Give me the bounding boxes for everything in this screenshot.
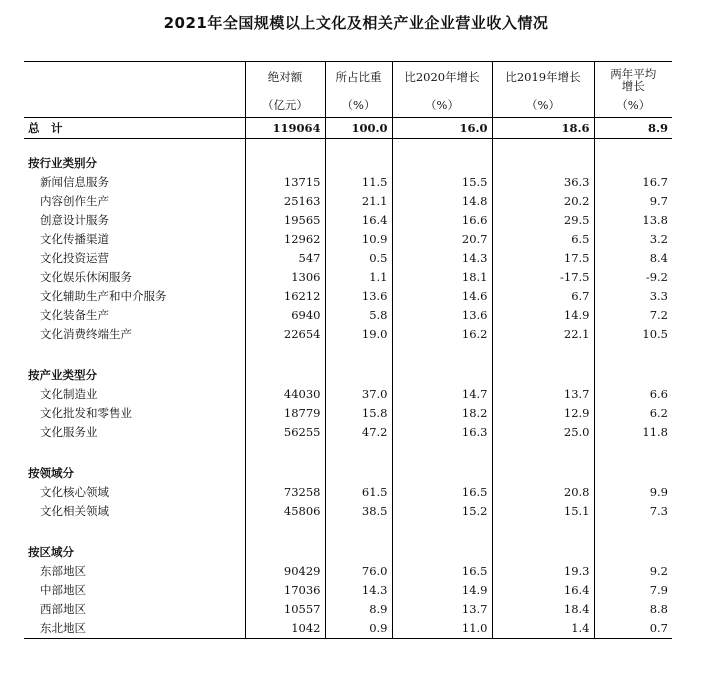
spacer-cell: [392, 442, 492, 464]
header-growth-2019-unit: （%）: [492, 93, 594, 118]
cell-growth-2020: 16.3: [392, 423, 492, 442]
row-label: 文化核心领域: [40, 485, 109, 499]
section-empty-cell: [492, 366, 594, 385]
table-header: [24, 62, 672, 118]
revenue-table: [24, 61, 672, 639]
cell-two-year-avg: 16.7: [594, 173, 672, 192]
cell-growth-2020: 13.7: [392, 600, 492, 619]
row-label: 文化娱乐休闲服务: [40, 270, 132, 284]
row-label: 新闻信息服务: [40, 175, 109, 189]
cell-growth-2020: 15.2: [392, 502, 492, 521]
cell-two-year-avg: 3.3: [594, 287, 672, 306]
cell-amount: 10557: [245, 600, 325, 619]
cell-share: 19.0: [325, 325, 392, 344]
cell-share: 13.6: [325, 287, 392, 306]
row-label: 文化装备生产: [40, 308, 109, 322]
row-label: 东部地区: [40, 564, 86, 578]
row-label: 文化制造业: [40, 387, 98, 401]
spacer-cell: [594, 442, 672, 464]
cell-growth-2020: 14.7: [392, 385, 492, 404]
spacer-cell: [492, 521, 594, 543]
header-two-year-avg: [594, 62, 672, 93]
cell-two-year-avg: 9.9: [594, 483, 672, 502]
header-two-year-avg-unit: （%）: [594, 93, 672, 118]
cell-growth-2020: 14.9: [392, 581, 492, 600]
spacer-cell: [24, 139, 245, 155]
section-header-row: [24, 543, 672, 562]
cell-amount: 547: [245, 249, 325, 268]
section-empty-cell: [245, 366, 325, 385]
cell-two-year-avg: 9.2: [594, 562, 672, 581]
header-growth-2019: 比2019年增长: [492, 62, 594, 93]
table-row: [24, 306, 672, 325]
cell-amount: 90429: [245, 562, 325, 581]
cell-growth-2019: 6.5: [492, 230, 594, 249]
cell-two-year-avg: 13.8: [594, 211, 672, 230]
total-amount: 119064: [245, 118, 325, 139]
cell-two-year-avg: 7.9: [594, 581, 672, 600]
spacer-cell: [325, 521, 392, 543]
cell-amount: 13715: [245, 173, 325, 192]
spacer-row: [24, 521, 672, 543]
cell-growth-2019: 29.5: [492, 211, 594, 230]
table-row: [24, 600, 672, 619]
page-title: 2021年全国规模以上文化及相关产业企业营业收入情况: [163, 14, 549, 32]
spacer-cell: [492, 344, 594, 366]
spacer-cell: [245, 139, 325, 155]
section-title: 按行业类别分: [28, 156, 97, 170]
section-title: 按产业类型分: [28, 368, 97, 382]
header-amount: 绝对额: [245, 62, 325, 93]
cell-share: 47.2: [325, 423, 392, 442]
section-empty-cell: [392, 154, 492, 173]
cell-growth-2020: 13.6: [392, 306, 492, 325]
cell-amount: 45806: [245, 502, 325, 521]
cell-amount: 16212: [245, 287, 325, 306]
cell-growth-2020: 14.6: [392, 287, 492, 306]
spacer-cell: [325, 139, 392, 155]
table-body: [24, 118, 672, 639]
section-empty-cell: [492, 154, 594, 173]
cell-growth-2019: 13.7: [492, 385, 594, 404]
section-empty-cell: [492, 543, 594, 562]
cell-two-year-avg: 10.5: [594, 325, 672, 344]
cell-two-year-avg: 0.7: [594, 619, 672, 639]
cell-share: 8.9: [325, 600, 392, 619]
cell-growth-2019: 12.9: [492, 404, 594, 423]
spacer-cell: [492, 139, 594, 155]
cell-growth-2019: 22.1: [492, 325, 594, 344]
row-label: 文化相关领域: [40, 504, 109, 518]
cell-growth-2020: 20.7: [392, 230, 492, 249]
spacer-cell: [392, 139, 492, 155]
header-two-year-avg-line2: 增长: [621, 78, 645, 93]
cell-growth-2019: 18.4: [492, 600, 594, 619]
cell-growth-2020: 14.3: [392, 249, 492, 268]
row-label: 创意设计服务: [40, 213, 109, 227]
total-growth-2019: 18.6: [492, 118, 594, 139]
header-amount-unit: （亿元）: [245, 93, 325, 118]
spacer-cell: [492, 442, 594, 464]
row-label: 中部地区: [40, 583, 86, 597]
section-empty-cell: [392, 366, 492, 385]
cell-growth-2019: 6.7: [492, 287, 594, 306]
cell-two-year-avg: 8.8: [594, 600, 672, 619]
cell-amount: 18779: [245, 404, 325, 423]
row-label: 文化消费终端生产: [40, 327, 132, 341]
cell-share: 76.0: [325, 562, 392, 581]
cell-share: 61.5: [325, 483, 392, 502]
spacer-cell: [245, 344, 325, 366]
row-label: 西部地区: [40, 602, 86, 616]
cell-growth-2020: 18.2: [392, 404, 492, 423]
spacer-cell: [594, 344, 672, 366]
section-empty-cell: [325, 464, 392, 483]
cell-share: 14.3: [325, 581, 392, 600]
table-row: [24, 325, 672, 344]
cell-share: 38.5: [325, 502, 392, 521]
header-blank: [24, 62, 245, 93]
table-row: [24, 502, 672, 521]
section-empty-cell: [325, 154, 392, 173]
section-header-row: [24, 366, 672, 385]
cell-growth-2019: 20.8: [492, 483, 594, 502]
section-empty-cell: [245, 543, 325, 562]
table-row: [24, 581, 672, 600]
table-row: [24, 562, 672, 581]
spacer-cell: [245, 442, 325, 464]
cell-amount: 1042: [245, 619, 325, 639]
cell-share: 15.8: [325, 404, 392, 423]
cell-share: 11.5: [325, 173, 392, 192]
cell-two-year-avg: 3.2: [594, 230, 672, 249]
cell-two-year-avg: 8.4: [594, 249, 672, 268]
section-empty-cell: [245, 154, 325, 173]
cell-growth-2019: -17.5: [492, 268, 594, 287]
table-row: [24, 619, 672, 639]
section-empty-cell: [594, 366, 672, 385]
cell-share: 10.9: [325, 230, 392, 249]
cell-share: 16.4: [325, 211, 392, 230]
table-row: [24, 483, 672, 502]
cell-growth-2020: 18.1: [392, 268, 492, 287]
spacer-cell: [594, 139, 672, 155]
spacer-cell: [24, 442, 245, 464]
cell-growth-2020: 14.8: [392, 192, 492, 211]
cell-growth-2019: 20.2: [492, 192, 594, 211]
cell-amount: 19565: [245, 211, 325, 230]
cell-two-year-avg: 7.3: [594, 502, 672, 521]
cell-growth-2019: 1.4: [492, 619, 594, 639]
cell-growth-2020: 16.5: [392, 562, 492, 581]
cell-two-year-avg: 6.2: [594, 404, 672, 423]
table-row: [24, 423, 672, 442]
section-header-row: [24, 464, 672, 483]
cell-growth-2019: 15.1: [492, 502, 594, 521]
spacer-cell: [24, 344, 245, 366]
row-label: 文化批发和零售业: [40, 406, 132, 420]
table-row: [24, 404, 672, 423]
cell-share: 1.1: [325, 268, 392, 287]
total-two-year-avg: 8.9: [594, 118, 672, 139]
cell-growth-2019: 19.3: [492, 562, 594, 581]
cell-amount: 44030: [245, 385, 325, 404]
spacer-cell: [245, 521, 325, 543]
total-label: 总 计: [24, 118, 245, 139]
cell-two-year-avg: -9.2: [594, 268, 672, 287]
section-title: 按领域分: [28, 466, 74, 480]
table-row: [24, 173, 672, 192]
section-empty-cell: [325, 543, 392, 562]
cell-growth-2020: 11.0: [392, 619, 492, 639]
cell-share: 21.1: [325, 192, 392, 211]
total-row: [24, 118, 672, 139]
cell-amount: 1306: [245, 268, 325, 287]
header-share: 所占比重: [325, 62, 392, 93]
table-row: [24, 385, 672, 404]
cell-growth-2019: 16.4: [492, 581, 594, 600]
section-empty-cell: [245, 464, 325, 483]
section-header-row: [24, 154, 672, 173]
cell-two-year-avg: 6.6: [594, 385, 672, 404]
section-empty-cell: [594, 543, 672, 562]
header-share-unit: （%）: [325, 93, 392, 118]
spacer-row: [24, 442, 672, 464]
table-row: [24, 211, 672, 230]
cell-amount: 56255: [245, 423, 325, 442]
section-empty-cell: [492, 464, 594, 483]
row-label: 文化传播渠道: [40, 232, 109, 246]
cell-growth-2019: 14.9: [492, 306, 594, 325]
header-two-year-avg-line1: 两年平均: [610, 66, 657, 81]
cell-growth-2019: 17.5: [492, 249, 594, 268]
section-empty-cell: [392, 464, 492, 483]
table-row: [24, 230, 672, 249]
table-row: [24, 268, 672, 287]
section-title: 按区域分: [28, 545, 74, 559]
table-row: [24, 192, 672, 211]
cell-share: 37.0: [325, 385, 392, 404]
cell-two-year-avg: 9.7: [594, 192, 672, 211]
cell-share: 5.8: [325, 306, 392, 325]
header-growth-2020: 比2020年增长: [392, 62, 492, 93]
spacer-cell: [325, 344, 392, 366]
cell-growth-2019: 25.0: [492, 423, 594, 442]
cell-amount: 25163: [245, 192, 325, 211]
spacer-cell: [594, 521, 672, 543]
spacer-row: [24, 139, 672, 155]
cell-growth-2019: 36.3: [492, 173, 594, 192]
spacer-cell: [24, 521, 245, 543]
section-empty-cell: [392, 543, 492, 562]
spacer-cell: [392, 521, 492, 543]
cell-growth-2020: 16.2: [392, 325, 492, 344]
cell-amount: 22654: [245, 325, 325, 344]
section-empty-cell: [594, 154, 672, 173]
header-growth-2020-unit: （%）: [392, 93, 492, 118]
cell-amount: 73258: [245, 483, 325, 502]
spacer-cell: [392, 344, 492, 366]
row-label: 东北地区: [24, 619, 245, 639]
cell-growth-2020: 15.5: [392, 173, 492, 192]
cell-amount: 17036: [245, 581, 325, 600]
cell-share: 0.9: [325, 619, 392, 639]
row-label: 内容创作生产: [40, 194, 109, 208]
table-row: [24, 249, 672, 268]
cell-growth-2020: 16.5: [392, 483, 492, 502]
cell-amount: 6940: [245, 306, 325, 325]
row-label: 文化辅助生产和中介服务: [40, 289, 167, 303]
cell-two-year-avg: 7.2: [594, 306, 672, 325]
section-empty-cell: [325, 366, 392, 385]
cell-amount: 12962: [245, 230, 325, 249]
spacer-row: [24, 344, 672, 366]
row-label: 文化服务业: [40, 425, 98, 439]
table-row: [24, 287, 672, 306]
cell-growth-2020: 16.6: [392, 211, 492, 230]
total-share: 100.0: [325, 118, 392, 139]
row-label: 文化投资运营: [40, 251, 109, 265]
header-blank-2: [24, 93, 245, 118]
spacer-cell: [325, 442, 392, 464]
section-empty-cell: [594, 464, 672, 483]
total-growth-2020: 16.0: [392, 118, 492, 139]
cell-two-year-avg: 11.8: [594, 423, 672, 442]
cell-share: 0.5: [325, 249, 392, 268]
